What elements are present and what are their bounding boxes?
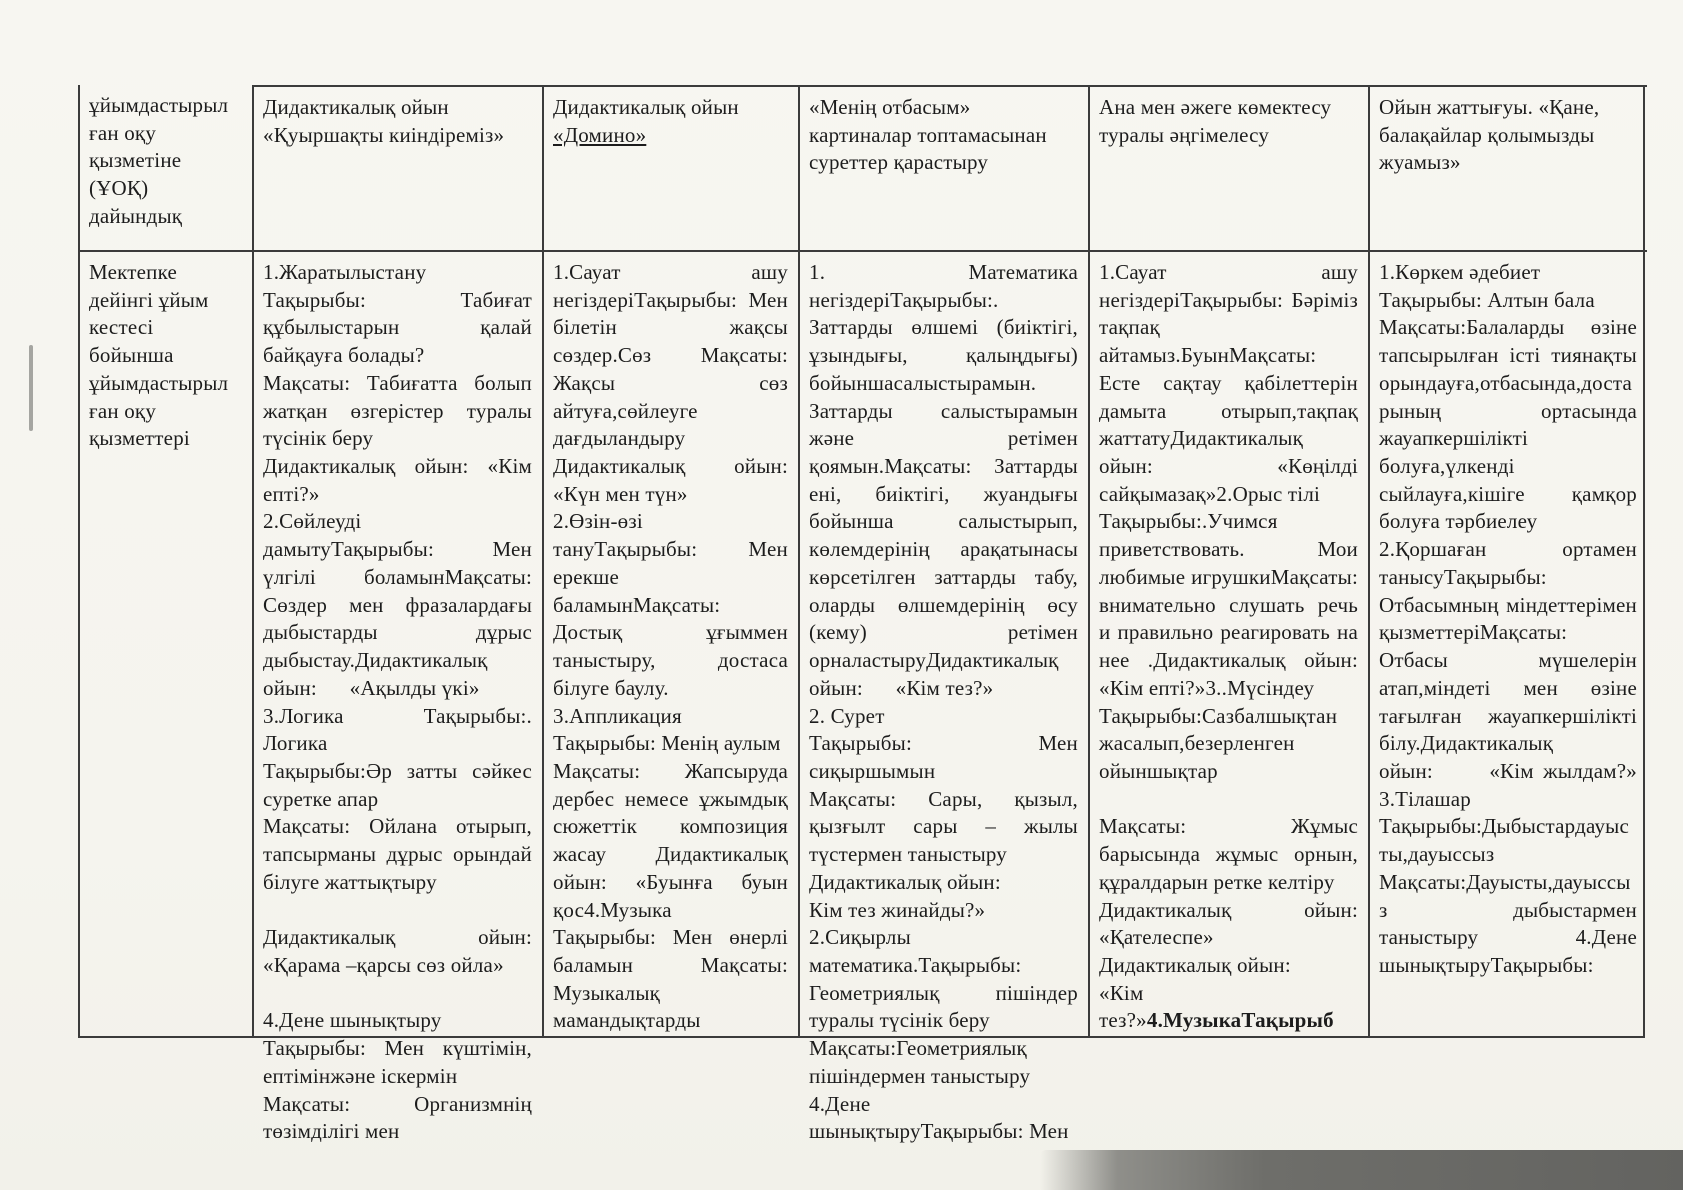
paragraph (1379, 869, 1637, 980)
text-run: 1.Жаратылыстану (263, 260, 427, 284)
text-run: 3.Аппликация (553, 703, 682, 728)
body-cell-lessons-column-1 (252, 250, 542, 1144)
paragraph (553, 730, 788, 758)
body-cell-lessons-column-5 (1368, 250, 1647, 1038)
paragraph (1099, 259, 1358, 508)
paragraph (1099, 786, 1358, 814)
paragraph (263, 758, 532, 813)
text-run: Дидактикалық ойын «Қуыршақты киіндіреміз» (263, 95, 505, 147)
text-run: 2.Өзін-өзі тануТақырыбы: Мен ерекше баламынМақсаты: Достық ұғыммен таныстыру, достаса білуге баулу. (553, 509, 788, 700)
text-run: Тақырыбы: Табиғат құбылыстарын қалай байқауға болады? (263, 287, 532, 368)
text-run: 4.Дене шынықтыру (263, 1008, 442, 1033)
text-run: Мақсаты:Дауысты,дауыссыз дыбыстармен таныстыру 4.Дене шынықтыруТақырыбы: (1379, 869, 1637, 977)
text-run: ұйымдастырыл ған оқу қызметіне (ҰОҚ) дайындық (89, 93, 229, 228)
text-run: Мақсаты:Балаларды өзіне тапсырылған істі тиянақты орындауға,отбасында,достарының ортасында жауапкершілікті болуға,үлкенді сыйлауға,кішіге қамқор болуға тәрбиелеу (1379, 315, 1637, 534)
paragraph (809, 924, 1078, 1035)
body-cell-lessons-column-2 (542, 250, 798, 1038)
paragraph (1099, 94, 1358, 149)
text-run: Дидактикалық ойын: «Кім епті?» (263, 454, 532, 506)
text-run: Тақырыбы:Әр затты сәйкес суретке апар (263, 758, 532, 811)
paragraph (263, 94, 532, 149)
paragraph (263, 1035, 532, 1090)
paragraph (809, 786, 1078, 869)
paragraph (809, 94, 1078, 177)
text-run: Тақырыбы:Сазбалшықтан жасалып,безерленген ойыншықтар (1099, 703, 1338, 783)
text-run: Тақырыбы:.Учимся приветствовать. Мои любимые игрушкиМақсаты: внимательно слушать речь и правильно реагировать на нее .Дидактикалық ойын: «Кім епті?»3..Мүсіндеу (1099, 509, 1358, 700)
paragraph (1379, 536, 1637, 813)
text-run: Мақсаты: Жапсыруда дербес немесе ұжымдық сюжеттік композиция жасау Дидактикалық ойын: «Буынға буын қос4.Музыка (553, 758, 788, 922)
paragraph (263, 813, 532, 896)
paragraph (1099, 897, 1358, 952)
paragraph (553, 453, 788, 508)
text-run: 1.Сауат ашу негіздеріТақырыбы: Мен білетін жақсы сөздер.Сөз Мақсаты: Жақсы сөз айтуға,сөйлеуге дағдыландыру (553, 260, 788, 451)
paragraph (1099, 813, 1358, 896)
paragraph (553, 924, 788, 1035)
paragraph (1099, 952, 1358, 980)
text-run: Ана мен әжеге көмектесу туралы әңгімелесу (1099, 95, 1332, 147)
text-run: Тақырыбы: Менің аулым (553, 731, 781, 756)
paragraph (263, 924, 532, 979)
text-run: Кім тез жинайды?» (809, 897, 986, 922)
header-cell-my-family-pictures (798, 85, 1088, 250)
text-run: 2.Қоршаған ортамен танысуТақырыбы: Отбасымның міндеттерімен қызметтеріМақсаты: Отбасы мүшелерін атап,міндеті мен өзіне тағылған жауапкершілікті білу.Дидактикалық ойын: «Кім жылдам?» 3.Тілашар (1379, 537, 1637, 811)
paragraph (1379, 813, 1637, 868)
paragraph (263, 508, 532, 702)
text-run: 2.Сөйлеуді дамытуТақырыбы: Мен үлгілі боламынМақсаты: Сөздер мен фразалардағы дыбыстарды дұрыс дыбыстау.Дидактикалық ойын: «Ақылды үкі» (263, 509, 532, 700)
scan-edge-artifact (29, 345, 33, 431)
text-run: 1.Көркем әдебиет (1379, 260, 1541, 284)
body-cell-lessons-column-4 (1088, 250, 1368, 1038)
text-run: Мақсаты: Жұмыс барысында жұмыс орнын, құралдарын ретке келтіру (1099, 814, 1358, 894)
paragraph (263, 287, 532, 370)
text-run: 4.МузыкаТақырыб (1146, 1008, 1334, 1033)
paragraph (1099, 703, 1358, 786)
text-run: «Домино» (553, 122, 647, 147)
paragraph (1379, 287, 1637, 315)
lesson-plan-table (78, 85, 1645, 1144)
paragraph (809, 1035, 1078, 1090)
text-run: Тақырыбы:Дыбыстардауысты,дауыссыз (1379, 814, 1629, 867)
paragraph (263, 1091, 532, 1146)
text-run: 3.Логика Тақырыбы:. Логика (263, 703, 532, 756)
text-run: Мақсаты: Организмнің төзімділігі мен (263, 1091, 532, 1144)
paragraph (89, 259, 242, 453)
paragraph (553, 259, 788, 453)
body-cell-lessons-column-3 (798, 250, 1088, 1144)
text-run: Мақсаты: Табиғатта болып жатқан өзгерістер туралы түсінік беру (263, 370, 532, 451)
paragraph (263, 980, 532, 1008)
paragraph (263, 703, 532, 758)
paragraph (809, 1091, 1078, 1146)
text-run: Мектепке дейінгі ұйым кестесі бойынша ұйымдастырыл ған оқу қызметтері (89, 260, 229, 451)
paragraph (809, 869, 1078, 897)
paragraph (1379, 94, 1637, 177)
text-run: Дидактикалық ойын: (809, 869, 1001, 894)
paragraph (809, 730, 1078, 785)
text-run: Дидактикалық ойын: (1099, 952, 1291, 977)
header-cell-preparation-label (80, 85, 252, 250)
paragraph (1379, 259, 1637, 287)
text-run: 2.Сиқырлы математика.Тақырыбы: Геометриялық пішіндер туралы түсінік беру (809, 925, 1078, 1033)
paragraph (553, 703, 788, 731)
paragraph (809, 897, 1078, 925)
text-run: Тақырыбы: Алтын бала (1379, 287, 1595, 312)
paragraph (1099, 980, 1358, 1035)
text-run: Ойын жаттығуы. «Қане, балақайлар қолымызды жуамыз» (1379, 95, 1600, 175)
text-run: Дидактикалық ойын: «Қателеспе» (1099, 897, 1358, 950)
paragraph (89, 92, 242, 231)
paragraph (553, 508, 788, 702)
text-run: «Менің отбасым» картиналар топтамасынан суреттер қарастыру (809, 95, 1047, 175)
paragraph (553, 758, 788, 924)
text-run: Мақсаты: Сары, қызыл, қызғылт сары – жылы түстермен таныстыру (809, 786, 1078, 867)
body-cell-preschool-schedule-label (80, 250, 252, 1038)
text-run: 1. Математика негіздеріТақырыбы:. Заттарды өлшемі (биіктігі, ұзындығы, қалыңдығы) бойыншасалыстырамын. Заттарды салыстырамын және ретімен қоямын.Мақсаты: Заттарды ені, биіктігі, жуандығы бойынша салыстырып, көлемдерінің арақатынасы көрсетілген заттарды табу, оларды өлшемдерінің өсу (кему) ретімен орналастыруДидактикалық ойын: «Кім тез?» (809, 260, 1078, 700)
paragraph (1379, 314, 1637, 536)
text-run: Тақырыбы: Мен сиқыршымын (809, 731, 1078, 783)
paragraph (1099, 508, 1358, 702)
text-run: Тақырыбы: Мен өнерлі баламын Мақсаты: Музыкалық мамандықтарды (553, 925, 788, 1033)
text-run: «Кім тез?» (1099, 980, 1147, 1033)
text-run: Дидактикалық ойын: «Күн мен түн» (553, 454, 788, 506)
paragraph (263, 259, 532, 287)
text-run: Мақсаты:Геометриялық пішіндермен таныстыру (809, 1036, 1031, 1088)
header-cell-helping-mother-grandmother (1088, 85, 1368, 250)
text-run: 2. Сурет (809, 703, 885, 728)
paragraph (263, 897, 532, 925)
header-cell-didactic-game-domino (542, 85, 798, 250)
paragraph (263, 453, 532, 508)
paragraph (263, 370, 532, 453)
header-cell-game-exercise-washing-hands (1368, 85, 1647, 250)
text-run: 4.Дене шынықтыруТақырыбы: Мен (809, 1091, 1069, 1144)
scan-shadow-artifact (1040, 1150, 1683, 1190)
paragraph (809, 703, 1078, 731)
paragraph (263, 1007, 532, 1035)
paragraph (809, 259, 1078, 703)
header-cell-didactic-game-dressing-doll (252, 85, 542, 250)
text-run: 1.Сауат ашу негіздеріТақырыбы: Бәріміз тақпақ айтамыз.БуынМақсаты: Есте сақтау қабілеттерін дамыта отырып,тақпақ жаттатуДидактикалық ойын: «Көңілді сайқымазақ»2.Орыс тілі (1099, 260, 1358, 506)
text-run: Дидактикалық ойын: «Қарама –қарсы сөз ойла» (263, 925, 532, 977)
text-run: Дидактикалық ойын (553, 95, 739, 119)
text-run: Мақсаты: Ойлана отырып, тапсырманы дұрыс орындай білуге жаттықтыру (263, 814, 532, 894)
paragraph (553, 94, 788, 149)
text-run: Тақырыбы: Мен күштімін, ептімінжәне іскермін (263, 1036, 532, 1088)
